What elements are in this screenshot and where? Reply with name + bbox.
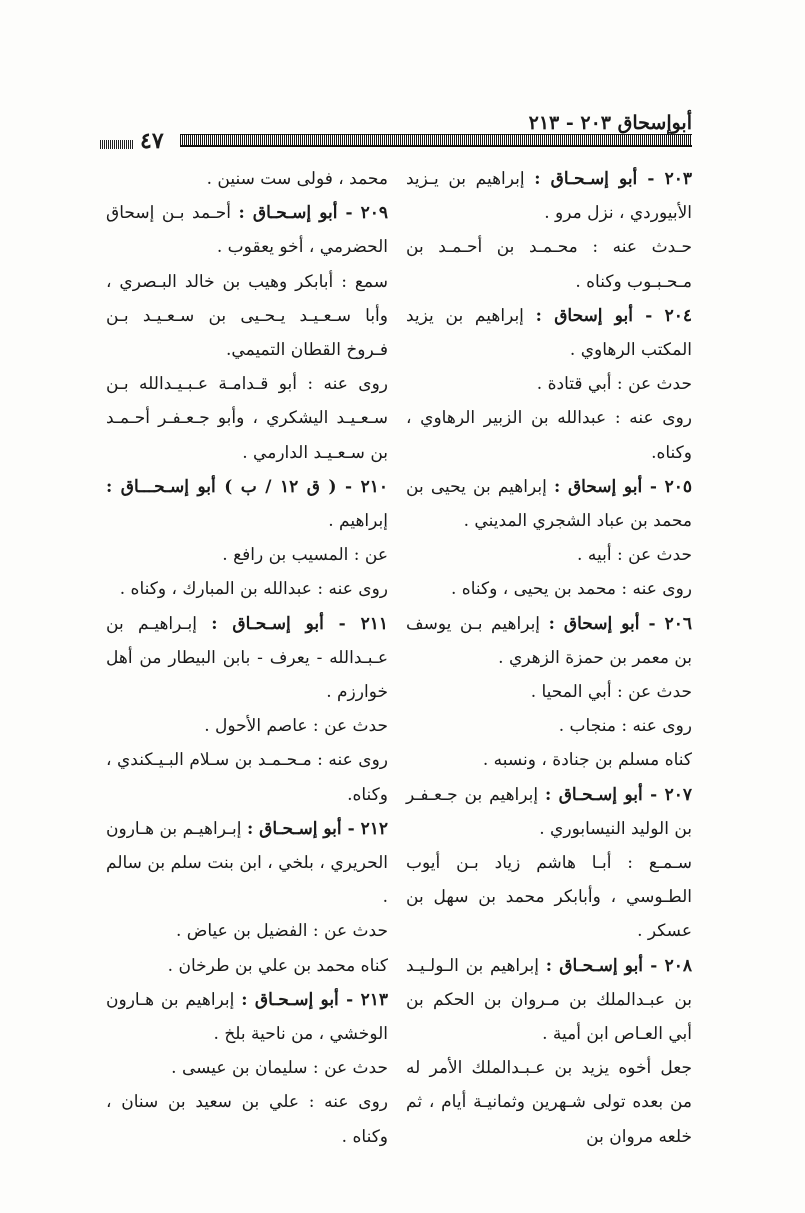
text-paragraph — [106, 709, 388, 743]
entry-text: حدث عن : عاصم الأحول . — [204, 716, 388, 737]
entry-paragraph — [406, 162, 692, 230]
text-paragraph — [106, 914, 388, 948]
entry-text: إبراهيم بن يـزيد الأبيوردي ، نزل مرو . — [406, 169, 692, 224]
entry-heading: ٢١٠ - ( ق ١٢ / ب ) أبو إسـحـــاق : — [106, 476, 389, 497]
entry-paragraph — [406, 778, 692, 846]
entry-heading: ٢١١ - أبو إسـحـاق : — [211, 613, 388, 634]
text-paragraph — [406, 572, 692, 606]
entry-heading: ٢٠٦ - أبو إسحاق : — [548, 613, 693, 634]
entry-text: إبراهيم بن يزيد المكتب الرهاوي . — [406, 305, 692, 361]
entry-paragraph — [106, 470, 388, 538]
text-paragraph — [106, 1085, 388, 1153]
entry-text: سمع : أبابكر وهيب بن خالد البـصري ، وأبا سـعـيـد يـحـيى بن سـعـيـد بـن فـروخ القطان التميمي. — [106, 271, 388, 361]
text-paragraph — [106, 743, 388, 811]
page-header — [100, 112, 692, 152]
entry-paragraph — [106, 812, 388, 915]
entry-heading: ٢٠٥ - أبو إسحاق : — [553, 476, 692, 497]
entry-text: إبـراهيـم بن هـارون الحريري ، بلخي ، ابن بنت سلم بن سالم . — [106, 818, 388, 908]
entry-paragraph — [406, 607, 692, 675]
text-paragraph — [406, 846, 692, 949]
text-paragraph — [406, 675, 692, 709]
entry-text: حدث عن : أبيه . — [577, 545, 692, 566]
entry-text: روى عنه : منجاب . — [558, 716, 692, 737]
entry-text: جعل أخوه يزيد بن عـبـدالملك الأمر له من بعده تولى شـهرين وثمانيـة أيام ، ثم خلعه مروان بن — [406, 1058, 692, 1147]
entry-text: محمد ، فولى ست سنين . — [206, 169, 388, 189]
entry-text: حدث عن : سليمان بن عيسى . — [171, 1058, 388, 1079]
entry-paragraph — [406, 949, 692, 1052]
text-paragraph — [106, 572, 388, 606]
header-rule — [180, 134, 692, 147]
text-paragraph — [106, 538, 388, 572]
entry-paragraph — [406, 299, 692, 367]
entry-text: روى عنه : مـحـمـد بن سـلام البـيـكندي ، وكناه. — [106, 750, 388, 805]
entry-text: حدث عن : أبي قتادة . — [536, 374, 692, 395]
entry-text: أحـمد بـن إسحاق الحضرمي ، أخو يعقوب . — [106, 203, 388, 258]
text-paragraph — [406, 709, 692, 743]
entry-text: إبراهيم . — [328, 511, 388, 532]
page-number-ornament — [100, 140, 134, 149]
entry-paragraph — [106, 196, 388, 264]
entry-heading: ٢٠٩ - أبو إسـحـاق : — [238, 203, 389, 224]
entry-text: إبراهيم بن يحيى بن محمد بن عباد الشجري المديني . — [406, 476, 692, 532]
entry-heading: ٢١٢ - أبو إسـحـاق : — [246, 818, 389, 839]
entry-text: سـمـع : أبـا هاشم زياد بـن أيوب الطـوسي ، وأبابكر محمد بن سهل بن عسكر . — [406, 853, 692, 942]
entry-text: روى عنه : أبو قـدامـة عـبـيـدالله بـن سـعـيـد اليشكري ، وأبو جـعـفـر أحـمـد بن سـعـيـد الدارمي . — [106, 374, 388, 463]
text-paragraph — [406, 1051, 692, 1154]
text-paragraph — [106, 265, 388, 368]
entry-text: كناه محمد بن علي بن طرخان . — [167, 955, 388, 976]
text-paragraph — [406, 230, 692, 298]
entry-text: حدث عن : أبي المحيا . — [530, 682, 692, 703]
text-paragraph — [106, 367, 388, 470]
text-paragraph — [406, 743, 692, 777]
entry-text: حدث عن : الفضيل بن عياض . — [175, 921, 388, 942]
entry-text: عن : المسيب بن رافع . — [222, 545, 388, 566]
text-paragraph — [106, 1051, 388, 1085]
entry-heading: ٢٠٨ - أبو إسـحـاق : — [545, 955, 693, 976]
entry-text: روى عنه : عبدالله بن المبارك ، وكناه . — [119, 579, 388, 600]
text-paragraph — [406, 367, 692, 401]
entry-text: إبراهيم بـن يوسف بن معمر بن حمزة الزهري . — [406, 613, 692, 668]
left-column — [106, 162, 388, 1154]
entry-paragraph — [406, 470, 692, 538]
entry-text: إبراهيم بن الـولـيـد بن عبـدالملك بن مـروان بن الحكم بن أبي العـاص ابن أمية . — [406, 955, 692, 1045]
entry-text: روى عنه : عبدالله بن الزبير الرهاوي ، وكناه. — [406, 408, 692, 463]
entry-text: حـدث عنه : محـمـد بن أحـمـد بن مـحـبـوب وكناه . — [406, 237, 692, 292]
text-paragraph — [106, 949, 388, 983]
entry-heading: ٢٠٧ - أبو إسـحـاق : — [545, 784, 693, 805]
entry-text: إبـراهيـم بن عـبـدالله - يعرف - بابن البيطار من أهل خوارزم . — [106, 613, 388, 703]
entry-paragraph — [106, 607, 388, 710]
page-number: ٤٧ — [140, 128, 164, 154]
entry-heading: ٢٠٤ - أبو إسحاق : — [535, 305, 692, 326]
text-paragraph — [406, 401, 692, 469]
right-column — [406, 162, 692, 1154]
entry-heading: ٢٠٣ - أبو إسـحـاق : — [534, 169, 692, 189]
entry-text: كناه مسلم بن جنادة ، ونسبه . — [482, 750, 692, 771]
entry-text: روى عنه : محمد بن يحيى ، وكناه . — [451, 579, 692, 600]
running-head: أبوإسحاق ٢٠٣ - ٢١٣ — [528, 112, 692, 134]
entry-paragraph — [106, 983, 388, 1051]
text-paragraph — [106, 162, 388, 196]
text-paragraph — [406, 538, 692, 572]
entry-text: إبراهيم بن جـعـفـر بن الوليد النيسابوري . — [406, 784, 692, 839]
entry-text: إبراهيم بن هـارون الوخشي ، من ناحية بلخ . — [106, 989, 388, 1045]
entry-heading: ٢١٣ - أبو إسـحـاق : — [241, 989, 388, 1010]
entry-text: روى عنه : علي بن سعيد بن سنان ، وكناه . — [106, 1092, 388, 1147]
